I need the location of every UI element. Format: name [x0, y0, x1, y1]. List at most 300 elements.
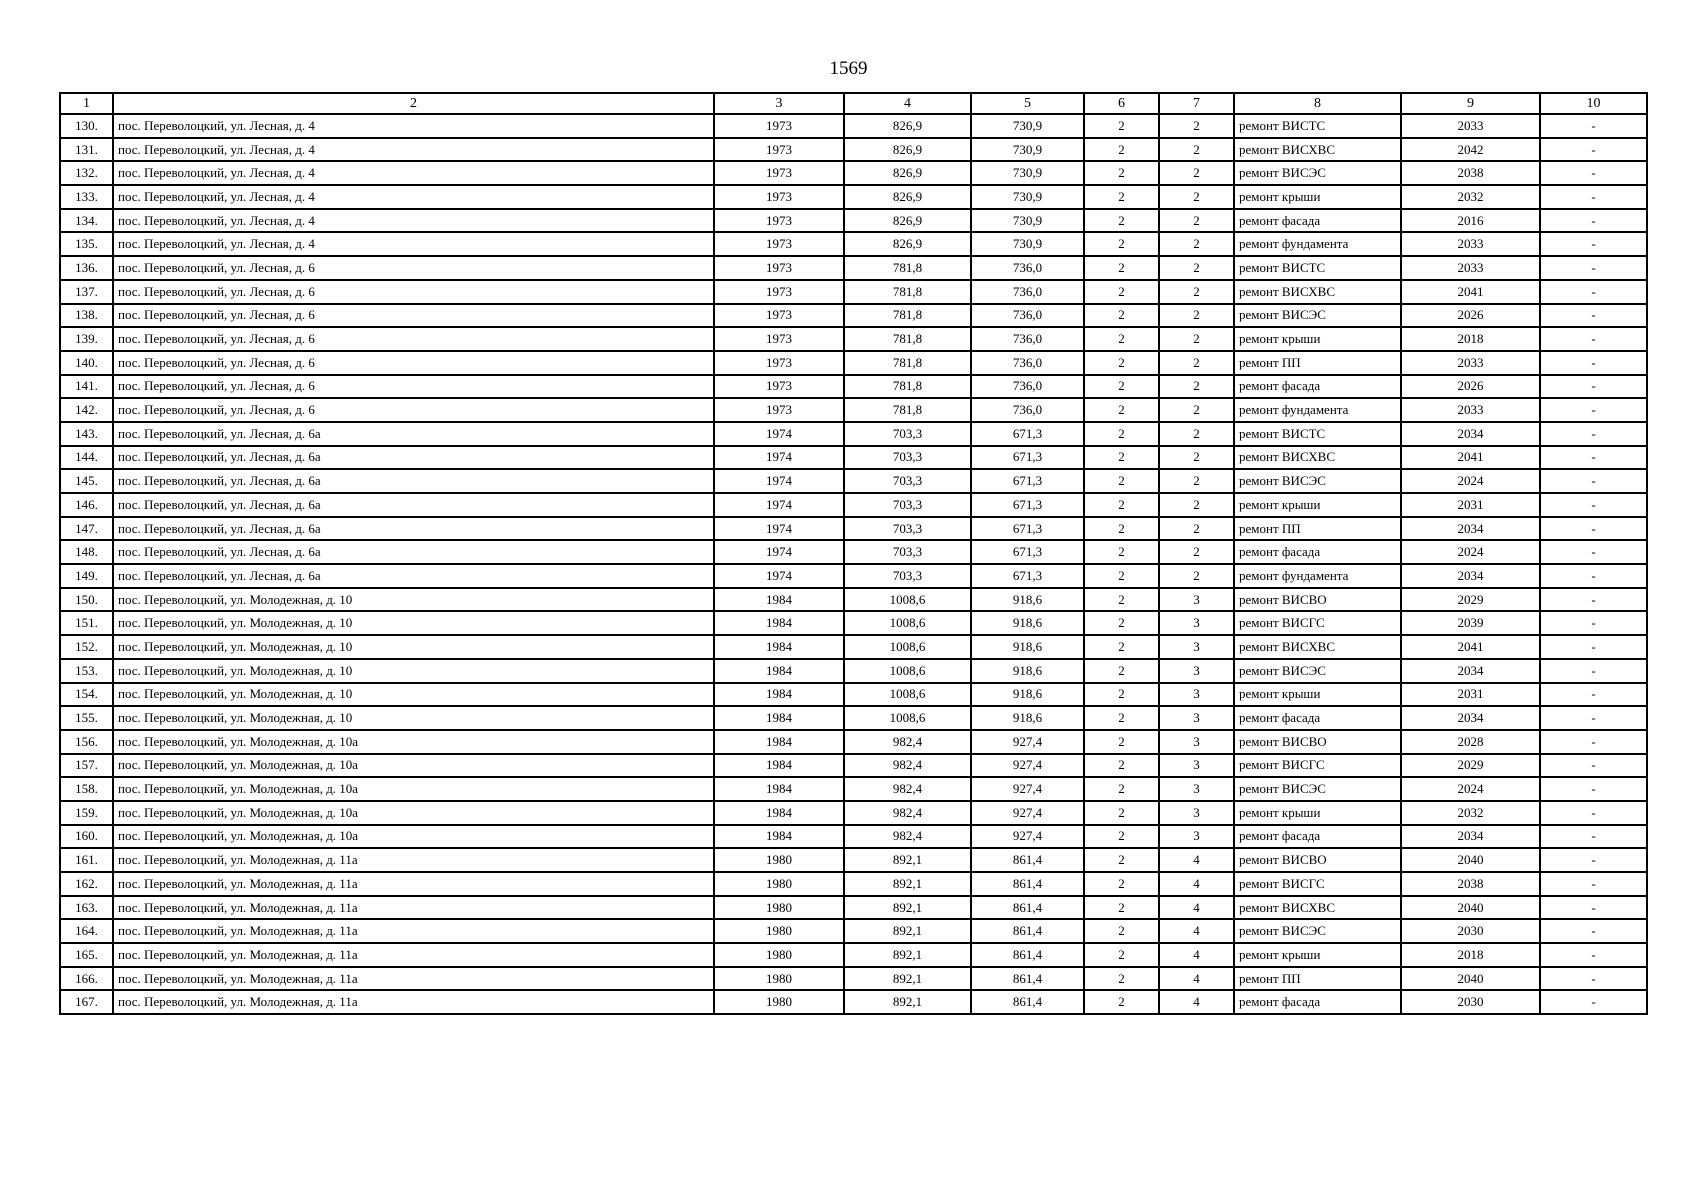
table-cell: 3	[1159, 825, 1234, 849]
table-cell: 2024	[1401, 777, 1540, 801]
table-cell: 861,4	[971, 848, 1084, 872]
table-cell: 736,0	[971, 375, 1084, 399]
table-cell: 1980	[714, 967, 844, 991]
table-cell: ремонт ПП	[1234, 351, 1401, 375]
table-cell: 147.	[60, 517, 113, 541]
table-cell: 736,0	[971, 351, 1084, 375]
table-cell: -	[1540, 398, 1647, 422]
table-cell: 1984	[714, 588, 844, 612]
column-header: 2	[113, 93, 714, 114]
table-cell: -	[1540, 848, 1647, 872]
table-cell: 2	[1084, 777, 1159, 801]
table-cell: 781,8	[844, 398, 971, 422]
table-cell: 918,6	[971, 588, 1084, 612]
table-cell: 4	[1159, 943, 1234, 967]
table-cell: -	[1540, 943, 1647, 967]
table-cell: -	[1540, 256, 1647, 280]
table-cell: 1008,6	[844, 683, 971, 707]
table-cell: 703,3	[844, 446, 971, 470]
table-cell: 1008,6	[844, 659, 971, 683]
table-cell: ремонт фасада	[1234, 825, 1401, 849]
table-row	[60, 872, 1647, 896]
table-cell: 139.	[60, 327, 113, 351]
table-cell: 146.	[60, 493, 113, 517]
table-cell: 2026	[1401, 375, 1540, 399]
table-cell: ремонт ПП	[1234, 967, 1401, 991]
table-cell: пос. Переволоцкий, ул. Молодежная, д. 10	[113, 683, 714, 707]
table-cell: 2	[1159, 256, 1234, 280]
table-cell: -	[1540, 801, 1647, 825]
table-cell: 982,4	[844, 801, 971, 825]
table-cell: 2	[1084, 801, 1159, 825]
table-row	[60, 185, 1647, 209]
table-row	[60, 564, 1647, 588]
table-cell: 1984	[714, 801, 844, 825]
table-cell: 2042	[1401, 138, 1540, 162]
table-cell: 861,4	[971, 990, 1084, 1014]
table-row	[60, 730, 1647, 754]
table-cell: 736,0	[971, 256, 1084, 280]
table-cell: 826,9	[844, 185, 971, 209]
table-cell: 2	[1084, 138, 1159, 162]
table-cell: 2034	[1401, 706, 1540, 730]
table-cell: 157.	[60, 754, 113, 778]
table-cell: 2034	[1401, 659, 1540, 683]
table-cell: 1973	[714, 138, 844, 162]
table-cell: 1974	[714, 540, 844, 564]
table-cell: -	[1540, 754, 1647, 778]
table-cell: пос. Переволоцкий, ул. Молодежная, д. 11а	[113, 943, 714, 967]
table-cell: 2026	[1401, 304, 1540, 328]
table-cell: ремонт ВИСЭС	[1234, 161, 1401, 185]
table-cell: 1973	[714, 351, 844, 375]
table-cell: -	[1540, 825, 1647, 849]
table-cell: 2039	[1401, 611, 1540, 635]
table-cell: -	[1540, 683, 1647, 707]
table-cell: -	[1540, 161, 1647, 185]
table-cell: 2038	[1401, 872, 1540, 896]
table-cell: 1984	[714, 611, 844, 635]
table-cell: ремонт ВИСХВС	[1234, 280, 1401, 304]
table-cell: 2034	[1401, 825, 1540, 849]
table-cell: 2	[1159, 375, 1234, 399]
table-cell: 1980	[714, 943, 844, 967]
table-cell: 2041	[1401, 446, 1540, 470]
table-cell: 2016	[1401, 209, 1540, 233]
table-cell: пос. Переволоцкий, ул. Лесная, д. 6	[113, 375, 714, 399]
table-cell: 982,4	[844, 825, 971, 849]
table-cell: 1984	[714, 754, 844, 778]
table-cell: ремонт фасада	[1234, 540, 1401, 564]
table-cell: 927,4	[971, 777, 1084, 801]
table-row	[60, 493, 1647, 517]
table-cell: 2	[1159, 469, 1234, 493]
table-cell: 2040	[1401, 896, 1540, 920]
table-row	[60, 375, 1647, 399]
table-row	[60, 398, 1647, 422]
table-cell: 736,0	[971, 280, 1084, 304]
table-cell: 927,4	[971, 730, 1084, 754]
table-cell: пос. Переволоцкий, ул. Молодежная, д. 10а	[113, 777, 714, 801]
table-cell: 2	[1159, 327, 1234, 351]
table-cell: -	[1540, 564, 1647, 588]
table-cell: 1984	[714, 635, 844, 659]
table-cell: пос. Переволоцкий, ул. Молодежная, д. 11а	[113, 967, 714, 991]
table-cell: 4	[1159, 967, 1234, 991]
table-row	[60, 209, 1647, 233]
table-cell: 3	[1159, 659, 1234, 683]
table-cell: пос. Переволоцкий, ул. Лесная, д. 6	[113, 351, 714, 375]
table-cell: ремонт ВИСХВС	[1234, 446, 1401, 470]
table-cell: ремонт ВИСТС	[1234, 114, 1401, 138]
table-cell: 892,1	[844, 872, 971, 896]
table-cell: 3	[1159, 801, 1234, 825]
table-cell: 703,3	[844, 422, 971, 446]
table-cell: 2	[1084, 730, 1159, 754]
table-cell: 2	[1159, 114, 1234, 138]
table-row	[60, 706, 1647, 730]
table-cell: 3	[1159, 635, 1234, 659]
table-cell: 2	[1159, 422, 1234, 446]
table-cell: 2030	[1401, 990, 1540, 1014]
table-cell: 2	[1084, 659, 1159, 683]
table-cell: ремонт ВИСТС	[1234, 422, 1401, 446]
table-cell: 2032	[1401, 185, 1540, 209]
table-cell: 2	[1159, 517, 1234, 541]
table-body	[60, 114, 1647, 1014]
table-cell: 2	[1084, 943, 1159, 967]
table-cell: 4	[1159, 896, 1234, 920]
table-cell: ремонт фундамента	[1234, 232, 1401, 256]
table-cell: -	[1540, 777, 1647, 801]
column-header: 7	[1159, 93, 1234, 114]
table-row	[60, 327, 1647, 351]
table-cell: 1973	[714, 232, 844, 256]
table-cell: 892,1	[844, 848, 971, 872]
table-cell: -	[1540, 517, 1647, 541]
table-cell: пос. Переволоцкий, ул. Молодежная, д. 10а	[113, 825, 714, 849]
table-cell: 167.	[60, 990, 113, 1014]
table-cell: 671,3	[971, 517, 1084, 541]
table-cell: 142.	[60, 398, 113, 422]
table-cell: 927,4	[971, 754, 1084, 778]
table-cell: 136.	[60, 256, 113, 280]
table-cell: 736,0	[971, 398, 1084, 422]
table-cell: 781,8	[844, 256, 971, 280]
table-row	[60, 517, 1647, 541]
table-cell: 892,1	[844, 943, 971, 967]
table-cell: 2	[1084, 114, 1159, 138]
table-cell: 2031	[1401, 683, 1540, 707]
table-cell: 133.	[60, 185, 113, 209]
table-cell: 982,4	[844, 730, 971, 754]
table-row	[60, 588, 1647, 612]
table-cell: 2	[1084, 990, 1159, 1014]
table-cell: 703,3	[844, 517, 971, 541]
table-cell: пос. Переволоцкий, ул. Молодежная, д. 10	[113, 588, 714, 612]
table-row	[60, 422, 1647, 446]
table-cell: 1984	[714, 659, 844, 683]
table-cell: 144.	[60, 446, 113, 470]
table-cell: 703,3	[844, 469, 971, 493]
table-row	[60, 469, 1647, 493]
column-header: 1	[60, 93, 113, 114]
table-cell: 2033	[1401, 351, 1540, 375]
table-cell: 1973	[714, 280, 844, 304]
table-cell: 781,8	[844, 351, 971, 375]
table-row	[60, 161, 1647, 185]
table-cell: 2033	[1401, 232, 1540, 256]
table-cell: 150.	[60, 588, 113, 612]
table-cell: ремонт фасада	[1234, 990, 1401, 1014]
table-cell: 2	[1084, 469, 1159, 493]
table-cell: 982,4	[844, 777, 971, 801]
table-cell: 2	[1084, 185, 1159, 209]
table-cell: -	[1540, 635, 1647, 659]
table-cell: 671,3	[971, 564, 1084, 588]
table-cell: -	[1540, 967, 1647, 991]
table-cell: 892,1	[844, 967, 971, 991]
table-cell: ремонт ВИСЭС	[1234, 304, 1401, 328]
table-cell: 2	[1084, 422, 1159, 446]
table-cell: 166.	[60, 967, 113, 991]
table-cell: -	[1540, 375, 1647, 399]
table-cell: пос. Переволоцкий, ул. Лесная, д. 4	[113, 209, 714, 233]
table-cell: -	[1540, 114, 1647, 138]
table-cell: 2	[1084, 493, 1159, 517]
table-cell: 2	[1084, 754, 1159, 778]
table-cell: пос. Переволоцкий, ул. Лесная, д. 4	[113, 114, 714, 138]
table-cell: 826,9	[844, 114, 971, 138]
table-row	[60, 659, 1647, 683]
table-cell: 892,1	[844, 896, 971, 920]
table-row	[60, 114, 1647, 138]
table-header	[60, 93, 1647, 114]
table-cell: 3	[1159, 730, 1234, 754]
table-cell: 2	[1159, 161, 1234, 185]
table-cell: 826,9	[844, 209, 971, 233]
table-cell: 861,4	[971, 943, 1084, 967]
table-cell: пос. Переволоцкий, ул. Молодежная, д. 11а	[113, 896, 714, 920]
table-cell: ремонт крыши	[1234, 493, 1401, 517]
table-cell: ремонт крыши	[1234, 943, 1401, 967]
table-cell: -	[1540, 138, 1647, 162]
table-cell: 2024	[1401, 540, 1540, 564]
table-cell: 1973	[714, 327, 844, 351]
table-row	[60, 943, 1647, 967]
table-cell: 703,3	[844, 564, 971, 588]
table-cell: 861,4	[971, 967, 1084, 991]
table-row	[60, 611, 1647, 635]
table-cell: ремонт ВИСЭС	[1234, 919, 1401, 943]
table-row	[60, 825, 1647, 849]
table-cell: пос. Переволоцкий, ул. Лесная, д. 4	[113, 161, 714, 185]
table-cell: 671,3	[971, 469, 1084, 493]
table-cell: 2	[1084, 375, 1159, 399]
table-cell: 2034	[1401, 564, 1540, 588]
table-cell: -	[1540, 327, 1647, 351]
table-row	[60, 635, 1647, 659]
table-cell: 736,0	[971, 327, 1084, 351]
table-cell: 138.	[60, 304, 113, 328]
table-cell: 2	[1084, 232, 1159, 256]
table-cell: ремонт фасада	[1234, 375, 1401, 399]
table-cell: 927,4	[971, 801, 1084, 825]
table-row	[60, 683, 1647, 707]
table-cell: ремонт ВИСЭС	[1234, 659, 1401, 683]
table-cell: 2033	[1401, 398, 1540, 422]
table-cell: 1974	[714, 564, 844, 588]
table-cell: 137.	[60, 280, 113, 304]
table-cell: 1973	[714, 114, 844, 138]
table-cell: ремонт ВИСХВС	[1234, 896, 1401, 920]
table-cell: 2	[1084, 398, 1159, 422]
table-cell: пос. Переволоцкий, ул. Молодежная, д. 10	[113, 706, 714, 730]
table-cell: 132.	[60, 161, 113, 185]
table-cell: 2	[1159, 540, 1234, 564]
table-cell: 918,6	[971, 706, 1084, 730]
table-cell: 861,4	[971, 872, 1084, 896]
table-cell: 2034	[1401, 422, 1540, 446]
table-cell: 2	[1084, 161, 1159, 185]
table-cell: ремонт ВИСТС	[1234, 256, 1401, 280]
table-cell: пос. Переволоцкий, ул. Молодежная, д. 10	[113, 611, 714, 635]
table-cell: 2	[1084, 446, 1159, 470]
table-row	[60, 446, 1647, 470]
table-cell: пос. Переволоцкий, ул. Молодежная, д. 10а	[113, 801, 714, 825]
table-cell: пос. Переволоцкий, ул. Молодежная, д. 10	[113, 659, 714, 683]
table-cell: 1980	[714, 848, 844, 872]
table-cell: -	[1540, 611, 1647, 635]
table-cell: пос. Переволоцкий, ул. Лесная, д. 6а	[113, 469, 714, 493]
table-cell: 826,9	[844, 138, 971, 162]
table-cell: 927,4	[971, 825, 1084, 849]
table-cell: пос. Переволоцкий, ул. Лесная, д. 6а	[113, 446, 714, 470]
table-cell: 2	[1159, 209, 1234, 233]
table-cell: 2	[1084, 327, 1159, 351]
table-cell: 151.	[60, 611, 113, 635]
table-cell: 781,8	[844, 327, 971, 351]
table-row	[60, 967, 1647, 991]
table-cell: 165.	[60, 943, 113, 967]
table-cell: ремонт фасада	[1234, 706, 1401, 730]
table-cell: 156.	[60, 730, 113, 754]
table-cell: 730,9	[971, 161, 1084, 185]
table-cell: ремонт крыши	[1234, 185, 1401, 209]
table-row	[60, 990, 1647, 1014]
table-cell: 2	[1159, 280, 1234, 304]
table-cell: пос. Переволоцкий, ул. Лесная, д. 6а	[113, 564, 714, 588]
table-cell: 158.	[60, 777, 113, 801]
column-header: 9	[1401, 93, 1540, 114]
table-cell: 143.	[60, 422, 113, 446]
table-cell: 918,6	[971, 659, 1084, 683]
table-cell: 2	[1159, 138, 1234, 162]
table-cell: 2	[1159, 351, 1234, 375]
table-cell: пос. Переволоцкий, ул. Лесная, д. 6	[113, 304, 714, 328]
table-cell: пос. Переволоцкий, ул. Лесная, д. 4	[113, 232, 714, 256]
table-cell: 2	[1084, 919, 1159, 943]
table-cell: 826,9	[844, 161, 971, 185]
table-cell: 4	[1159, 872, 1234, 896]
table-cell: 161.	[60, 848, 113, 872]
table-cell: 2040	[1401, 848, 1540, 872]
table-cell: 730,9	[971, 209, 1084, 233]
table-cell: 2	[1084, 825, 1159, 849]
table-cell: 703,3	[844, 493, 971, 517]
table-cell: 141.	[60, 375, 113, 399]
table-cell: пос. Переволоцкий, ул. Лесная, д. 4	[113, 185, 714, 209]
table-cell: пос. Переволоцкий, ул. Лесная, д. 6	[113, 280, 714, 304]
column-header: 5	[971, 93, 1084, 114]
table-cell: 1984	[714, 683, 844, 707]
table-cell: ремонт ВИСЭС	[1234, 777, 1401, 801]
table-cell: 1980	[714, 990, 844, 1014]
table-cell: 3	[1159, 777, 1234, 801]
table-cell: 162.	[60, 872, 113, 896]
table-cell: 2041	[1401, 280, 1540, 304]
table-cell: -	[1540, 588, 1647, 612]
table-cell: пос. Переволоцкий, ул. Молодежная, д. 11а	[113, 990, 714, 1014]
table-cell: 160.	[60, 825, 113, 849]
table-cell: 140.	[60, 351, 113, 375]
table-cell: 2029	[1401, 754, 1540, 778]
table-cell: 2033	[1401, 256, 1540, 280]
table-cell: -	[1540, 280, 1647, 304]
table-cell: ремонт фасада	[1234, 209, 1401, 233]
table-cell: 3	[1159, 611, 1234, 635]
table-cell: 155.	[60, 706, 113, 730]
table-row	[60, 232, 1647, 256]
table-cell: ремонт ВИСЭС	[1234, 469, 1401, 493]
table-cell: 2041	[1401, 635, 1540, 659]
table-cell: 781,8	[844, 280, 971, 304]
table-cell: ремонт ВИСВО	[1234, 730, 1401, 754]
table-cell: 2018	[1401, 327, 1540, 351]
table-cell: 2024	[1401, 469, 1540, 493]
table-row	[60, 754, 1647, 778]
table-cell: 3	[1159, 754, 1234, 778]
table-cell: ремонт фундамента	[1234, 564, 1401, 588]
table-cell: 154.	[60, 683, 113, 707]
table-cell: -	[1540, 422, 1647, 446]
table-row	[60, 919, 1647, 943]
table-cell: 130.	[60, 114, 113, 138]
table-cell: 671,3	[971, 540, 1084, 564]
table-cell: ремонт ВИСГС	[1234, 611, 1401, 635]
table-cell: 163.	[60, 896, 113, 920]
table-cell: 2	[1159, 493, 1234, 517]
table-cell: 730,9	[971, 114, 1084, 138]
table-cell: 982,4	[844, 754, 971, 778]
table-cell: 1008,6	[844, 611, 971, 635]
table-cell: 2	[1084, 517, 1159, 541]
table-cell: 2	[1159, 398, 1234, 422]
table-cell: -	[1540, 919, 1647, 943]
column-header: 10	[1540, 93, 1647, 114]
table-cell: -	[1540, 469, 1647, 493]
table-cell: 2028	[1401, 730, 1540, 754]
table-cell: 135.	[60, 232, 113, 256]
table-cell: 2	[1084, 896, 1159, 920]
table-cell: ремонт ВИСВО	[1234, 588, 1401, 612]
table-cell: 4	[1159, 990, 1234, 1014]
table-cell: пос. Переволоцкий, ул. Молодежная, д. 11а	[113, 872, 714, 896]
table-cell: 2029	[1401, 588, 1540, 612]
table-cell: пос. Переволоцкий, ул. Лесная, д. 4	[113, 138, 714, 162]
table-cell: 1984	[714, 825, 844, 849]
table-cell: 2018	[1401, 943, 1540, 967]
